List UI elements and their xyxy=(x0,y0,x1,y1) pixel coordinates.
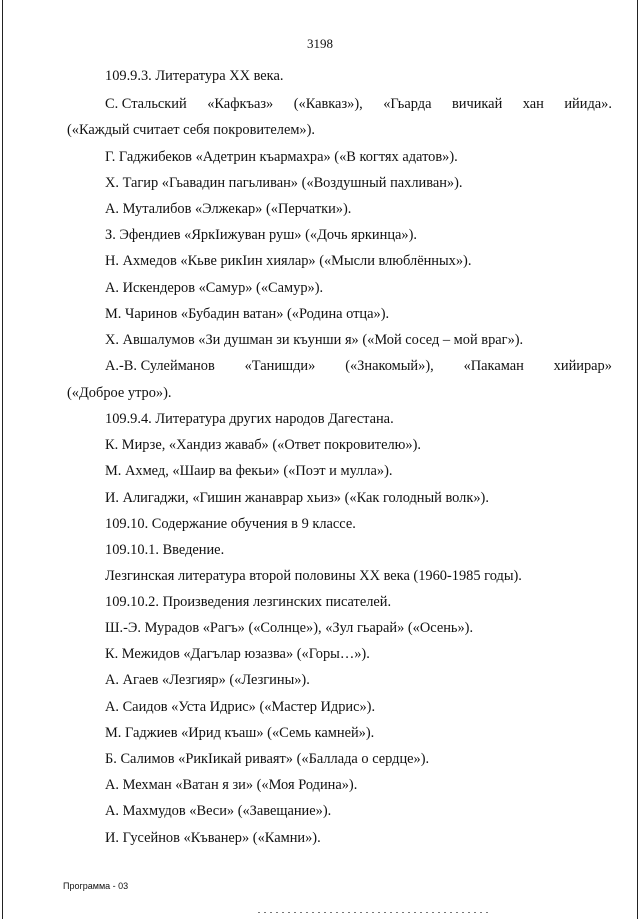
text-line: 109.9.3. Литература ХХ века. xyxy=(105,68,284,84)
justified-word: С. Стальский xyxy=(105,96,187,112)
justified-word: хийирар» xyxy=(553,358,612,374)
text-line: 109.10. Содержание обучения в 9 классе. xyxy=(105,516,356,532)
justified-word: «Танишди» xyxy=(244,358,316,374)
text-line: Лезгинская литература второй половины ХХ века (1960-1985 годы). xyxy=(105,568,522,584)
text-line: К. Межидов «Дагълар юзазва» («Горы…»). xyxy=(105,646,370,662)
justified-word: «Кафкъаз» xyxy=(207,96,274,112)
text-line: Х. Авшалумов «Зи душман зи къунши я» («Мой сосед – мой враг»). xyxy=(105,332,524,348)
text-line: А. Искендеров «Самур» («Самур»). xyxy=(105,280,324,296)
justified-word: «Гьарда xyxy=(383,96,432,112)
text-line: А. Агаев «Лезгияр» («Лезгины»). xyxy=(105,672,310,688)
text-line: З. Эфендиев «ЯркIижуван руш» («Дочь яркинца»). xyxy=(105,227,418,243)
text-line: Х. Тагир «Гьавадин пагьливан» («Воздушный пахливан»). xyxy=(105,175,463,191)
text-line: А. Муталибов «Элжекар» («Перчатки»). xyxy=(105,201,352,217)
text-line: Ш.-Э. Мурадов «Рагъ» («Солнце»), «Зул гьарай» («Осень»). xyxy=(105,620,474,636)
justified-word: («Знакомый»), xyxy=(345,358,434,374)
justified-word: А.-В. Сулейманов xyxy=(105,358,215,374)
text-line xyxy=(105,357,612,375)
page-number: 3198 xyxy=(307,36,333,51)
text-line: М. Чаринов «Бубадин ватан» («Родина отца»). xyxy=(105,306,390,322)
text-line: («Каждый считает себя покровителем»). xyxy=(67,122,316,138)
justified-word: («Кавказ»), xyxy=(293,96,363,112)
scan-artifact-line xyxy=(258,912,488,913)
justified-word: хан xyxy=(522,96,544,112)
justified-word: вичикай xyxy=(451,96,503,112)
text-line: 109.10.2. Произведения лезгинских писателей. xyxy=(105,594,392,610)
justified-word: «Пакаман xyxy=(463,358,524,374)
text-line: А. Саидов «Уста Идрис» («Мастер Идрис»). xyxy=(105,699,376,715)
text-line: К. Мирзе, «Хандиз жаваб» («Ответ покровителю»). xyxy=(105,437,421,453)
text-line: И. Алигаджи, «Гишин жанаврар хьиз» («Как голодный волк»). xyxy=(105,490,489,506)
text-line: Г. Гаджибеков «Адетрин къармахра» («В когтях адатов»). xyxy=(105,149,458,165)
text-line: («Доброе утро»). xyxy=(67,385,172,401)
text-line: М. Гаджиев «Ирид къаш» («Семь камней»). xyxy=(105,725,375,741)
justified-word: ийида». xyxy=(564,96,612,112)
text-line: А. Мехман «Ватан я зи» («Моя Родина»). xyxy=(105,777,358,793)
text-line: М. Ахмед, «Шаир ва фекьи» («Поэт и мулла»). xyxy=(105,463,393,479)
scan-border-left xyxy=(2,0,3,919)
text-line: А. Махмудов «Веси» («Завещание»). xyxy=(105,803,332,819)
text-line: 109.9.4. Литература других народов Дагестана. xyxy=(105,411,394,427)
text-line: И. Гусейнов «Къванер» («Камни»). xyxy=(105,830,321,846)
text-line xyxy=(105,95,612,113)
text-line: 109.10.1. Введение. xyxy=(105,542,225,558)
scan-border-right xyxy=(637,0,638,919)
text-line: Б. Салимов «РикIикай риваят» («Баллада о сердце»). xyxy=(105,751,430,767)
text-line: Н. Ахмедов «Кьве рикIин хиялар» («Мысли влюблённых»). xyxy=(105,253,472,269)
footer-text: Программа - 03 xyxy=(63,881,129,891)
